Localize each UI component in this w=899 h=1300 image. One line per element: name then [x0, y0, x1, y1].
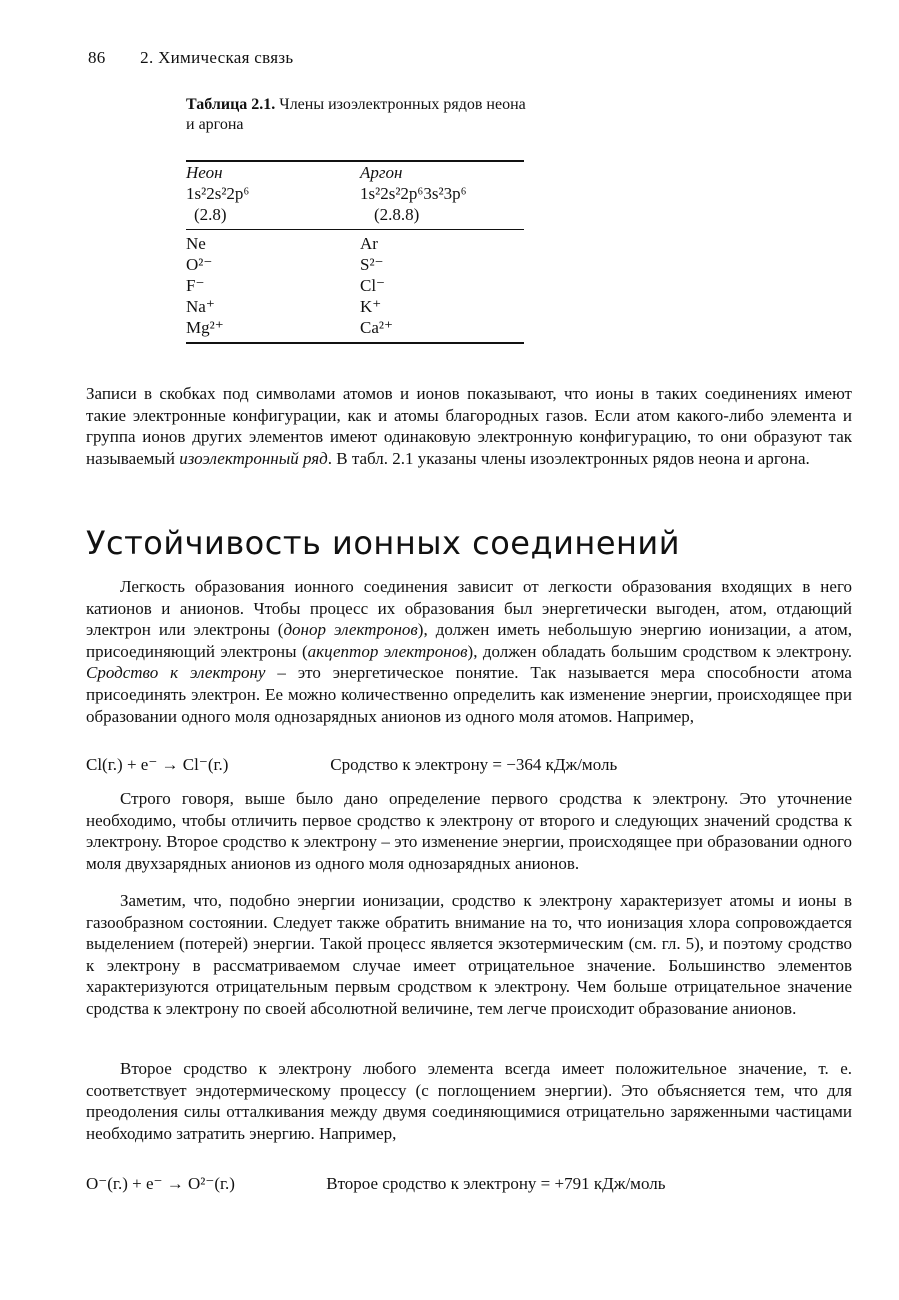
table-cell-argon: S²⁻: [360, 255, 384, 274]
page-header: [88, 48, 293, 68]
table-cell-argon: Ar: [360, 234, 378, 253]
neon-config: 1s²2s²2p⁶: [186, 184, 250, 203]
equation-chlorine-reaction: Cl(г.) + e⁻ → Cl⁻(г.): [86, 755, 229, 774]
page-number: 86: [88, 48, 106, 67]
equation-chlorine: [86, 755, 617, 775]
text-run: ), должен обладать большим сродством к электрону.: [467, 641, 852, 661]
table-caption-text: Члены изоэлектронных рядов неона и аргона: [186, 96, 526, 133]
table-cell-neon: Mg²⁺: [186, 318, 224, 337]
argon-shells: (2.8.8): [374, 205, 420, 224]
equation-oxygen-reaction: O⁻(г.) + e⁻ → O²⁻(г.): [86, 1174, 235, 1193]
text-run: ), должен иметь небольшую энергию ионизации, а атом, присоединяющий электроны (: [86, 620, 852, 661]
table-caption: [186, 95, 536, 135]
table-cell-neon: Ne: [186, 234, 206, 253]
table-cell-neon: F⁻: [186, 276, 205, 295]
term-electron-acceptor: акцептор электронов: [307, 641, 468, 661]
chapter-title: 2. Химическая связь: [140, 48, 294, 67]
equation-chlorine-value: Сродство к электрону = −364 кДж/моль: [330, 755, 618, 774]
col-title-neon: Неон: [186, 163, 223, 182]
text-run: – это энергетическое понятие. Так называется мера способности атома присоединять электрон. Ее можно количественно определить как изменение энергии, происходящее при образовании одного моля однозарядных анионов из одного моля атомов. Например,: [86, 663, 852, 726]
term-isoelectronic-series: изоэлектронный ряд: [179, 448, 328, 468]
table-cell-neon: Na⁺: [186, 297, 215, 316]
table-caption-label: Таблица 2.1.: [186, 96, 276, 113]
section-title: Устойчивость ионных соединений: [86, 524, 681, 562]
equation-oxygen: [86, 1174, 665, 1194]
equation-oxygen-value: Второе сродство к электрону = +791 кДж/моль: [326, 1174, 666, 1193]
col-title-argon: Аргон: [360, 163, 403, 182]
term-electron-donor: донор электронов: [283, 620, 418, 640]
paragraph-first-affinity: Строго говоря, выше было дано определение первого сродства к электрону. Это уточнение необходимо, чтобы отличить первое сродство к электрону от второго и следующих значений сродства к электрону. Второе сродство к электрону – это изменение энергии, происходящее при образовании одного моля двухзарядных анионов из одного моля однозарядных анионов.: [86, 789, 852, 873]
paragraph-ionic-stability: [86, 576, 852, 727]
table-cell-argon: Ca²⁺: [360, 318, 393, 337]
paragraph-notation: [86, 383, 852, 469]
paragraph-notation-text-b: . В табл. 2.1 указаны члены изоэлектронных рядов неона и аргона.: [327, 448, 810, 468]
paragraph-gas-phase: Заметим, что, подобно энергии ионизации, сродство к электрону характеризует атомы и ионы в газообразном состоянии. Следует также обратить внимание на то, что ионизация хлора сопровождается выделением (потерей) энергии. Такой процесс является экзотермическим (см. гл. 5), и поэтому сродство к электрону в рассматриваемом случае имеет отрицательное значение. Большинство элементов характеризуются отрицательным первым сродством к электрону. Чем больше отрицательное значение сродства к электрону по своей абсолютной величине, тем легче происходит образование анионов.: [86, 891, 852, 1018]
text-run: Легкость образования ионного соединения зависит от легкости образования входящих в него катионов и анионов. Чтобы процесс их образования был энергетически выгоден, атом, отдающий электрон или электроны (: [86, 577, 852, 640]
isoelectronic-table: [186, 160, 524, 344]
table-cell-argon: K⁺: [360, 297, 382, 316]
neon-shells: (2.8): [194, 205, 227, 224]
argon-config: 1s²2s²2p⁶3s²3p⁶: [360, 184, 467, 203]
paragraph-second-affinity: Второе сродство к электрону любого элемента всегда имеет положительное значение, т. е. соответствует эндотермическому процессу (с поглощением энергии). Это объясняется тем, что для преодоления силы отталкивания между двумя соединяющимися отрицательно заряженными частицами необходимо затратить энергию. Например,: [86, 1059, 852, 1143]
term-electron-affinity: Сродство к электрону: [86, 663, 266, 683]
paragraph-notation-text-a: Записи в скобках под символами атомов и ионов показывают, что ионы в таких соединениях имеют такие электронные конфигурации, как и атомы благородных газов. Если атом какого-либо элемента и группа ионов других элементов имеют одинаковую электронную конфигурацию, то они образуют так называемый: [86, 384, 852, 468]
table-cell-neon: O²⁻: [186, 255, 213, 274]
table-cell-argon: Cl⁻: [360, 276, 386, 295]
